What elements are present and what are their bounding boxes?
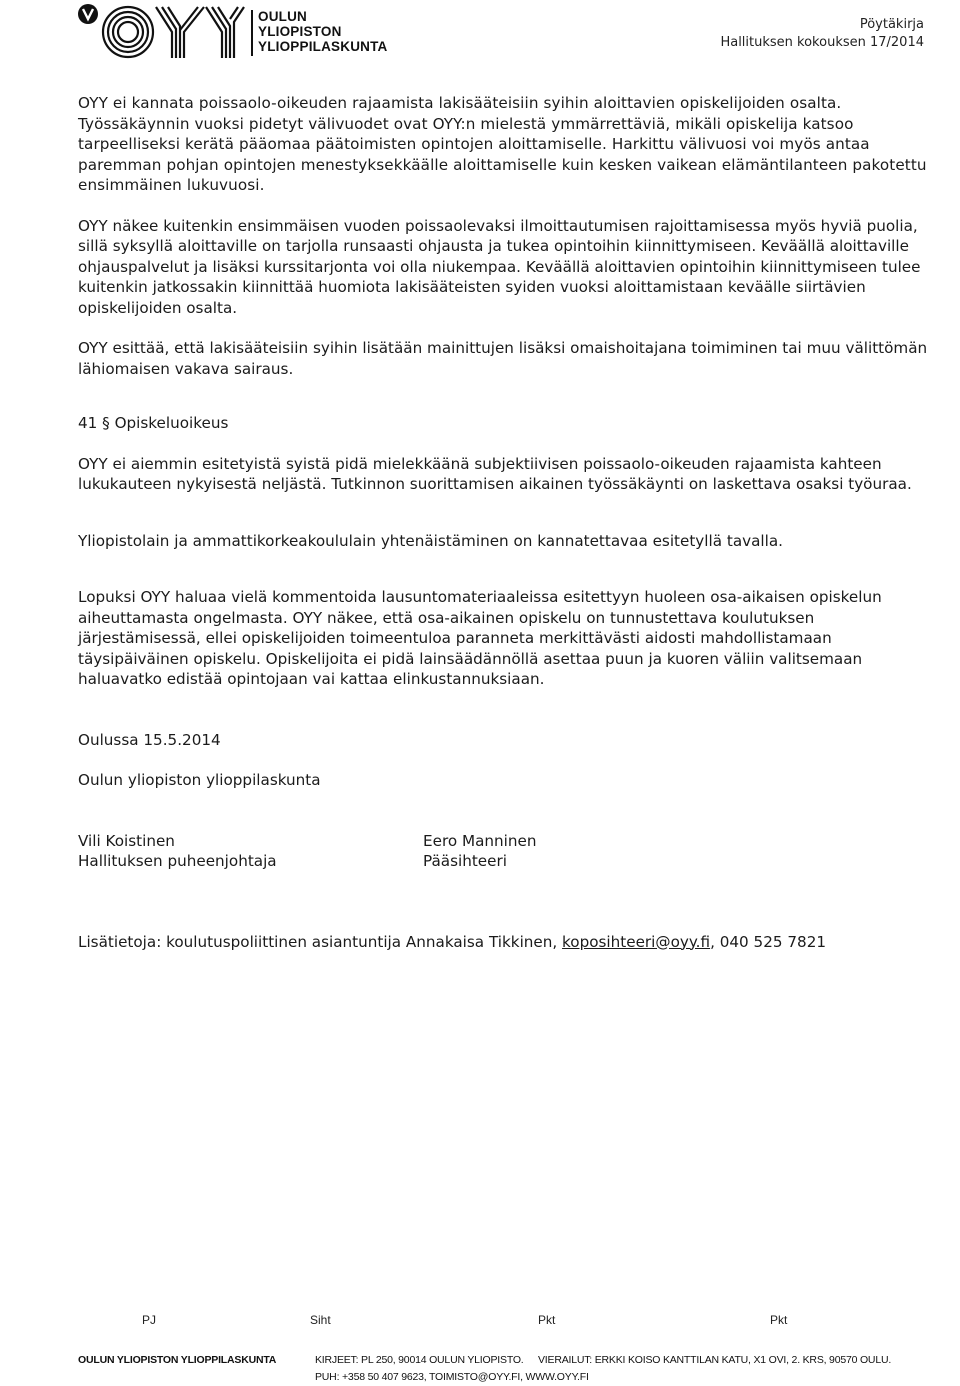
paragraph-4: OYY ei aiemmin esitetyistä syistä pidä mielekkäänä subjektiivisen poissaolo-oikeuden rajaamista kahteen lukukauteen nykyisestä neljästä. Tutkinnon suorittamisen aikainen työssäkäynti on laskettava osaksi työuraa. [78,454,912,493]
initial-siht: Siht [310,1313,331,1327]
signer-1 [78,831,423,872]
contact-suffix: , 040 525 7821 [710,932,827,951]
signer-1-title: Hallituksen puheenjohtaja [78,852,277,870]
signer-2 [423,831,768,872]
signature-block [78,831,938,872]
initial-pj: PJ [142,1313,157,1327]
footer-contact: PUH: +358 50 407 9623, TOIMISTO@OYY.FI, WWW.OYY.FI [315,1371,589,1383]
paragraph-3: OYY esittää, että lakisääteisiin syihin lisätään mainittujen lisäksi omaishoitajana toimiminen tai muu välittömän lähiomaisen vakava sairaus. [78,339,928,378]
document-body [78,93,938,952]
logo-line-3: YLIOPPILASKUNTA [258,39,388,54]
logo-line-2: YLIOPISTON [258,24,342,39]
paragraph-5: Yliopistolain ja ammattikorkeakoululain yhtenäistäminen on kannatettavaa esitetyllä tavalla. [78,531,784,550]
contact-info [78,932,938,953]
footer-organization: OULUN YLIOPISTON YLIOPPILASKUNTA [78,1354,277,1366]
logo-divider [251,10,253,56]
place-date: Oulussa 15.5.2014 [78,730,221,749]
signer-2-name: Eero Manninen [423,831,537,850]
signer-2-title: Pääsihteeri [423,852,507,870]
initial-pkt-2: Pkt [770,1313,788,1327]
footer-visiting-address: VIERAILUT: ERKKI KOISO KANTTILAN KATU, X1 OVI, 2. KRS, 90570 OULU. [538,1354,892,1366]
section-heading: 41 § Opiskeluoikeus [78,414,229,432]
paragraph-6: Lopuksi OYY haluaa vielä kommentoida lausuntomateriaaleissa esitettyyn huoleen osa-aikaisen opiskelun aiheuttamasta ongelmasta. OYY näkee, että osa-aikainen opiskelu on tunnustettava koulutuksen järjestämisessä, ellei opiskelijoiden toimeentuloa paranneta merkittävästi aidosti mahdollistamaan täysipäiväinen opiskelu. Opiskelijoita ei pidä lainsäädännöllä asettaa puun ja kuoren väliin valitsemaan haluavatko edistää opintojaan vai kattaa elinkustannuksiaan. [78,588,882,688]
signer-1-name: Vili Koistinen [78,831,175,850]
logo-wordmark [258,9,388,54]
contact-email-link[interactable]: koposihteeri@oyy.fi [562,932,711,951]
oyy-logo-icon [76,2,246,60]
meeting-reference: Hallituksen kokouksen 17/2014 [720,35,924,50]
initial-pkt-1: Pkt [538,1313,556,1327]
document-header-info [720,16,924,52]
paragraph-2: OYY näkee kuitenkin ensimmäisen vuoden poissaolevaksi ilmoittautumisen rajoittamisessa myös hyviä puolia, sillä syksyllä aloittaville on tarjolla runsaasti ohjausta ja tukea opintoihin kiinnittymiseen. Keväällä aloittaville ohjauspalvelut ja lisäksi kurssitarjonta voi olla niukempaa. Keväällä aloittavien opintoihin kiinnittymiseen tulee kuitenkin jatkossakin kiinnittää huomiota lakisääteisten syiden vuoksi aloittamistaan keväälle siirtävien opiskelijoiden osalta. [78,216,921,317]
contact-prefix: Lisätietoja: koulutuspoliittinen asiantuntija Annakaisa Tikkinen, [78,932,563,951]
oyy-logo [76,2,388,60]
logo-line-1: OULUN [258,9,307,24]
paragraph-1: OYY ei kannata poissaolo-oikeuden rajaamista lakisääteisiin syihin aloittavien opiskelijoiden osalta. Työssäkäynnin vuoksi pidetyt välivuodet ovat OYY:n mielestä ymmärrettäviä, mikäli opiskelija katsoo tarpeelliseksi kerätä pääomaa päätoimisten opintojen aloittamiselle. Harkittu välivuosi voi myös antaa paremman pohjan opintojen menestyksekkäälle aloittamiselle kuin kesken vaikean elämäntilanteen pakotettu ensimmäinen lukuvuosi. [78,94,927,194]
document-type: Pöytäkirja [859,17,924,32]
footer-mail-address: KIRJEET: PL 250, 90014 OULUN YLIOPISTO. [315,1354,524,1366]
signing-organization: Oulun yliopiston ylioppilaskunta [78,771,321,789]
